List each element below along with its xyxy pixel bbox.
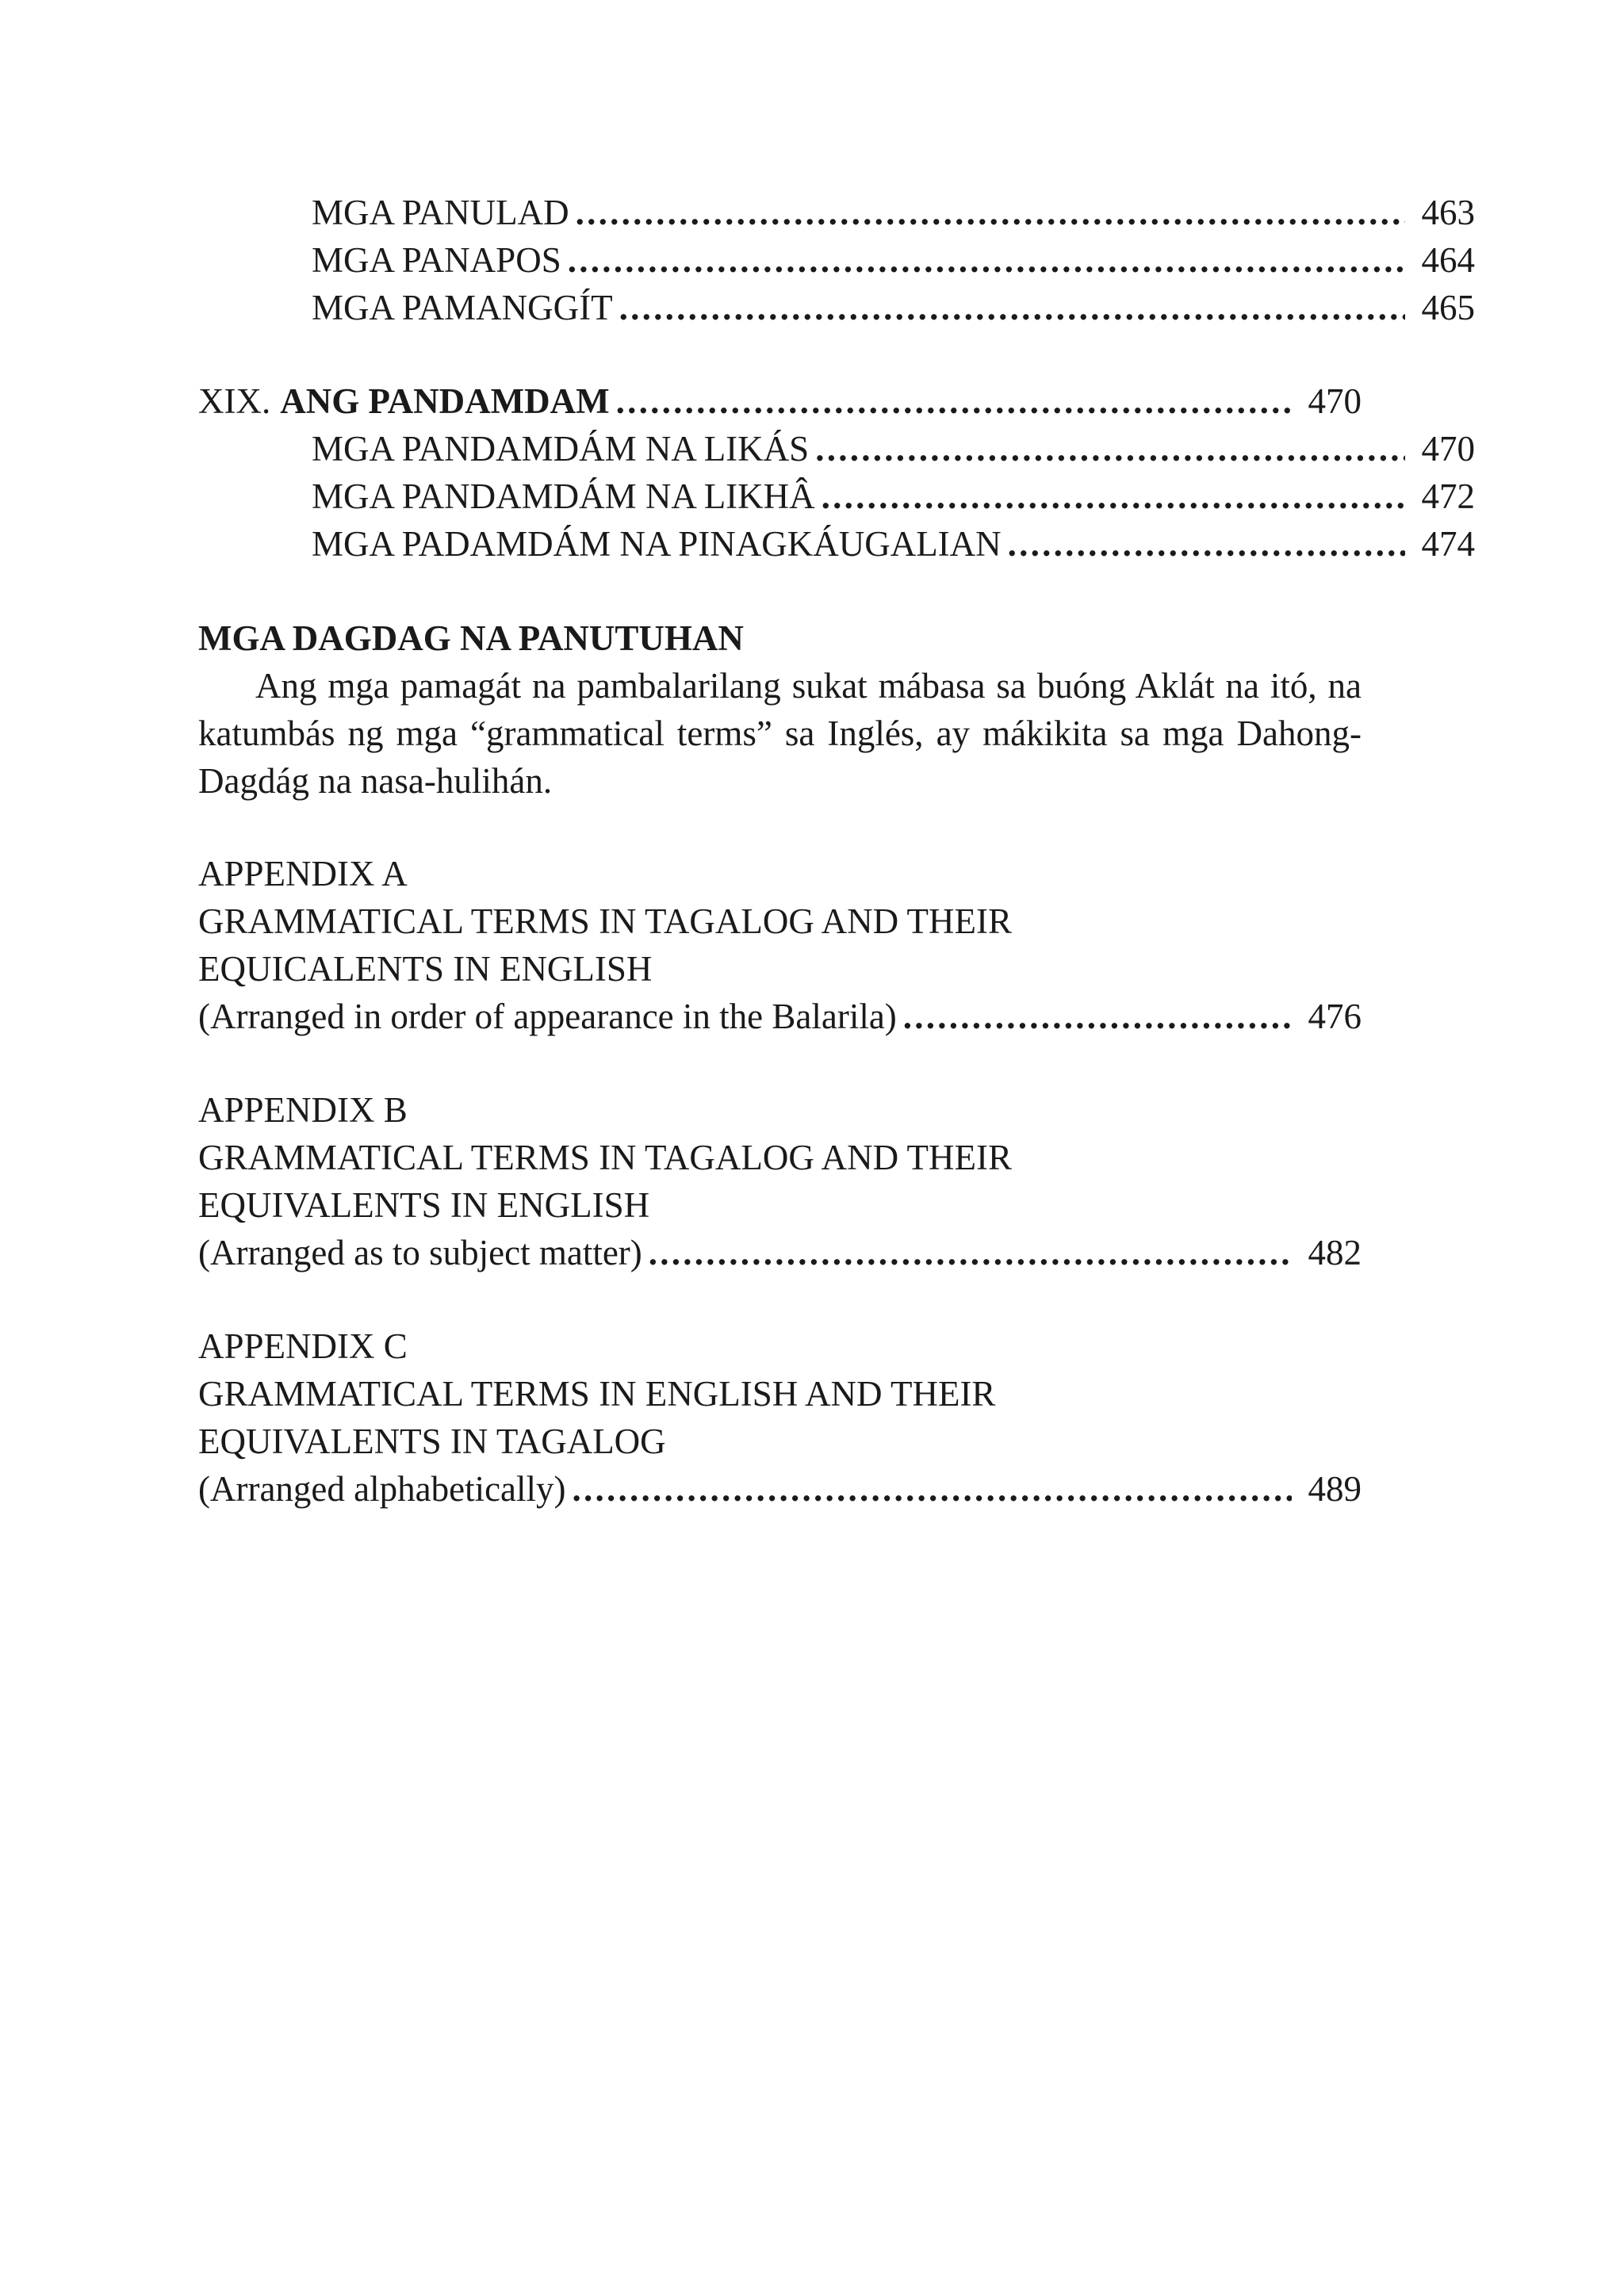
toc-entry-label: (Arranged alphabetically) [198,1469,566,1509]
dot-leader [903,993,1292,1040]
toc-entry [198,425,1475,473]
appendix-title: APPENDIX C [198,1326,408,1366]
toc-chapter-label [198,377,610,425]
toc-entry-page: 470 [1308,381,1362,421]
intro-paragraph-text: Ang mga pamagát na pambalarilang sukat mábasa sa buóng Aklát na itó, na katumbás ng mga “grammatical terms” sa Inglés, ay mákikita sa mga Dahong-Dagdág na nasa-hulihán. [198,666,1362,801]
toc-entry [198,284,1475,331]
dot-leader [1008,520,1405,568]
toc-entry-label: MGA PANDAMDÁM NA LIKÁS [312,429,810,469]
appendix-subtitle-line: EQUIVALENTS IN ENGLISH [198,1185,650,1225]
appendix-subtitle-line: EQUICALENTS IN ENGLISH [198,949,653,989]
toc-entry-page: 464 [1421,240,1475,280]
dot-leader [815,425,1405,473]
appendix-title: APPENDIX B [198,1090,408,1130]
toc-entry [198,236,1475,284]
toc-entry-label: MGA PADAMDÁM NA PINAGKÁUGALIAN [312,524,1002,564]
intro-paragraph [198,662,1362,805]
toc-entry-page: 482 [1308,1233,1362,1272]
appendix-subtitle-line: GRAMMATICAL TERMS IN TAGALOG AND THEIR [198,901,1013,941]
section-heading: MGA DAGDAG NA PANUTUHAN [198,618,744,658]
toc-entry-page: 489 [1308,1469,1362,1509]
toc-entry [198,1465,1362,1513]
dot-leader [619,284,1405,331]
toc-entry-page: 472 [1421,476,1475,516]
toc-chapter-entry [198,377,1362,425]
appendix-subtitle-line: GRAMMATICAL TERMS IN ENGLISH AND THEIR [198,1374,996,1414]
dot-leader [573,1465,1292,1513]
dot-leader [616,377,1292,425]
toc-entry-page: 474 [1421,524,1475,564]
toc-entry [198,1229,1362,1276]
toc-entry-label: MGA PAMANGGÍT [312,288,613,327]
toc-entry-label: MGA PANDAMDÁM NA LIKHÂ [312,476,815,516]
dot-leader [576,189,1405,236]
toc-entry [198,473,1475,520]
dot-leader [649,1229,1292,1276]
toc-entry-page: 470 [1421,429,1475,469]
chapter-title: ANG PANDAMDAM [280,381,610,421]
toc-entry-page: 476 [1308,997,1362,1036]
appendix-subtitle-line: EQUIVALENTS IN TAGALOG [198,1422,666,1461]
appendix-title: APPENDIX A [198,854,408,894]
toc-entry-label: MGA PANAPOS [312,240,561,280]
toc-entry-page: 465 [1421,288,1475,327]
toc-entry [198,993,1362,1040]
chapter-number: XIX. [198,381,271,421]
toc-entry-label: (Arranged in order of appearance in the Balarila) [198,997,897,1036]
toc-entry [198,520,1475,568]
dot-leader [822,473,1405,520]
dot-leader [568,236,1405,284]
toc-entry-label: MGA PANULAD [312,193,569,232]
toc-entry-page: 463 [1421,193,1475,232]
appendix-subtitle-line: GRAMMATICAL TERMS IN TAGALOG AND THEIR [198,1138,1013,1177]
toc-entry [198,189,1475,236]
toc-entry-label: (Arranged as to subject matter) [198,1233,642,1272]
